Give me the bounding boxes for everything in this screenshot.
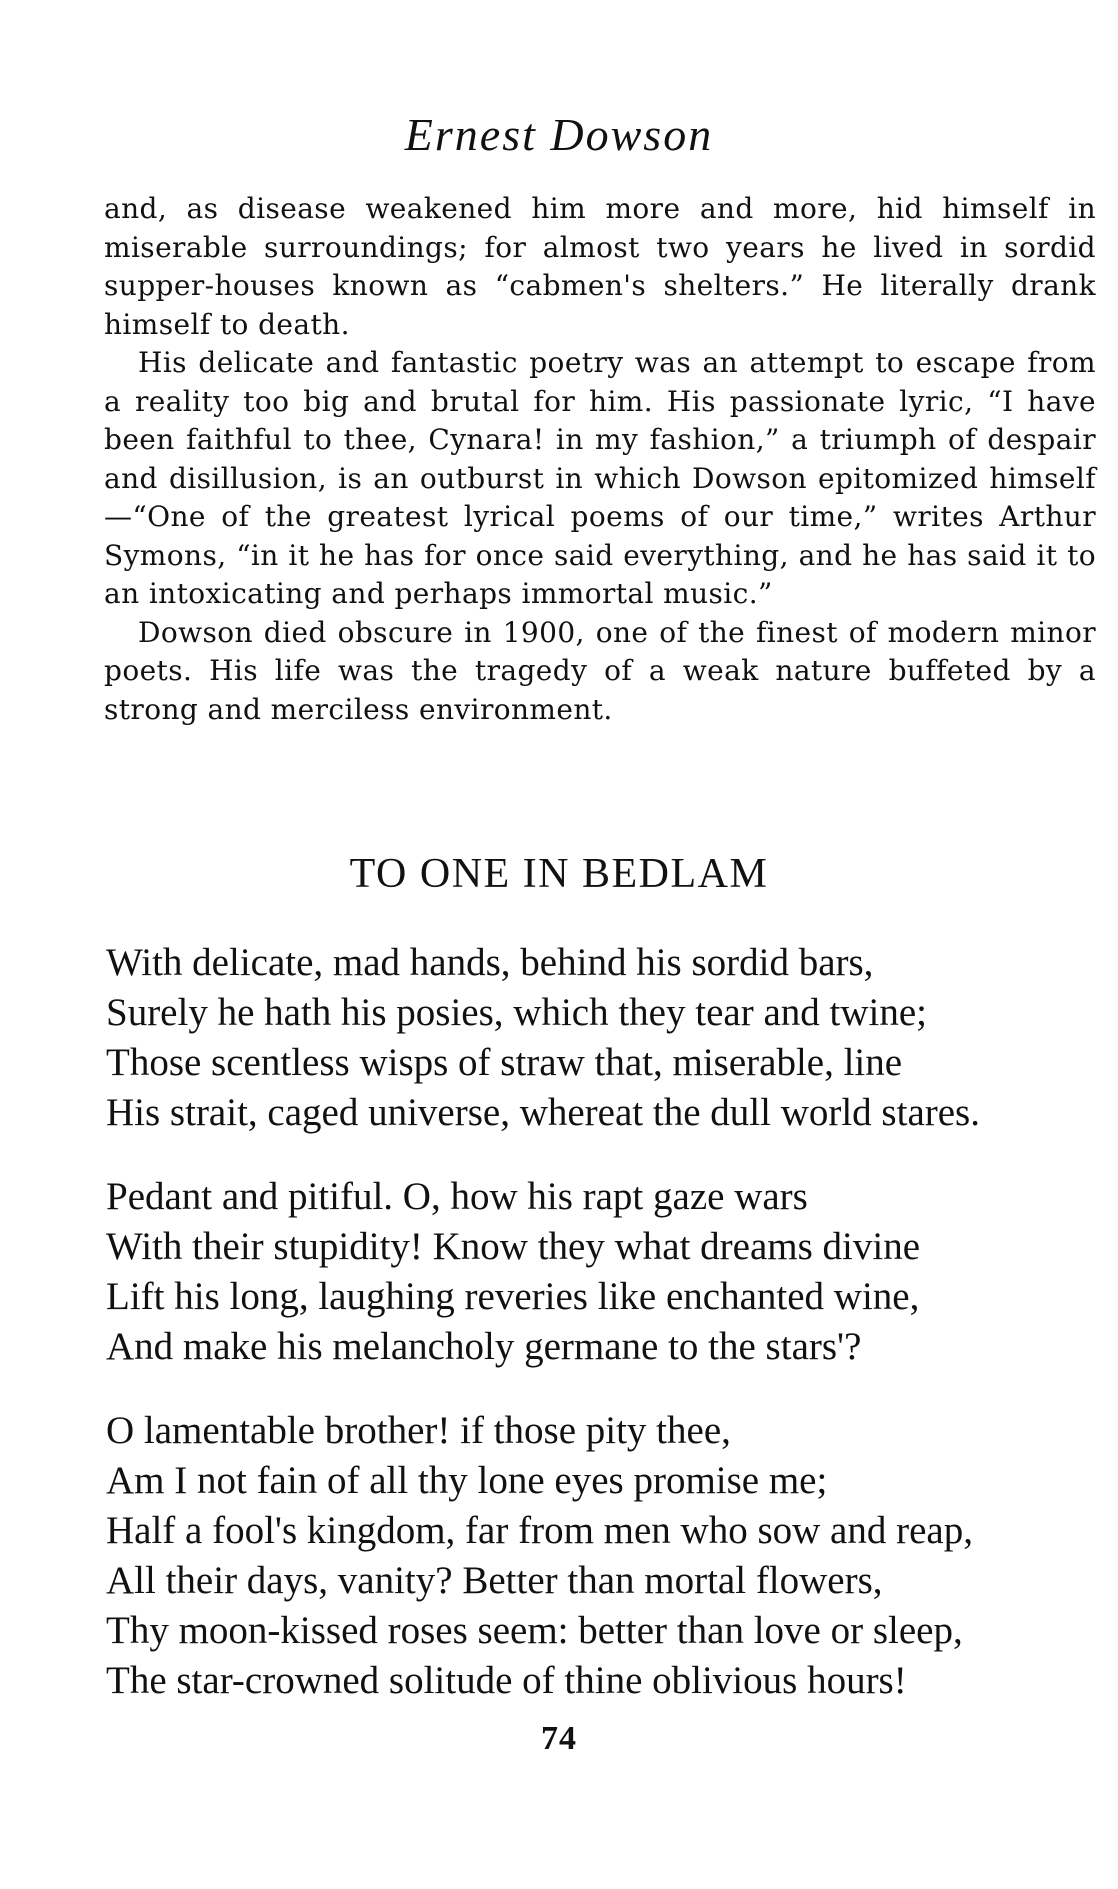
poem-line: O lamentable brother! if those pity thee, [106,1409,731,1452]
poem-line: Half a fool's kingdom, far from men who sow and reap, [106,1509,973,1552]
biography-text [104,190,1096,729]
bio-paragraph: Dowson died obscure in 1900, one of the finest of modern minor poets. His life was the tragedy of a weak nature buffeted by a strong and merciless environment. [104,615,1096,726]
poem-line: The star-crowned solitude of thine oblivious hours! [106,1659,907,1702]
poem-line: His strait, caged universe, whereat the dull world stares. [106,1091,980,1134]
poem-line: Lift his long, laughing reveries like enchanted wine, [106,1275,920,1318]
poem-line: With their stupidity! Know they what dreams divine [106,1225,921,1268]
poem-line: Surely he hath his posies, which they tear and twine; [106,991,927,1034]
poem-line: Pedant and pitiful. O, how his rapt gaze wars [106,1175,808,1218]
poem-line: And make his melancholy germane to the stars'? [106,1325,862,1368]
page-number: 74 [541,1720,577,1757]
poem-stanza [106,1406,1106,1706]
poem-line: With delicate, mad hands, behind his sordid bars, [106,941,874,984]
poem-line: Am I not fain of all thy lone eyes promise me; [106,1459,828,1502]
poem-stanza [106,938,1106,1138]
poem-line: Thy moon-kissed roses seem: better than love or sleep, [106,1609,963,1652]
poem-line: All their days, vanity? Better than mortal flowers, [106,1559,883,1602]
poem-stanza [106,1172,1106,1372]
poem-line: Those scentless wisps of straw that, miserable, line [106,1041,903,1084]
bio-paragraph: His delicate and fantastic poetry was an attempt to escape from a reality too big and brutal for him. His passionate lyric, “I have been faithful to thee, Cynara! in my fashion,” a triumph of despair and disillusion, is an outburst in which Dowson epitomized himself—“One of the greatest lyrical poems of our time,” writes Arthur Symons, “in it he has for once said everything, and he has said it to an intoxicating and perhaps immortal music.” [104,346,1096,610]
poem-body [106,938,1106,1740]
running-head: Ernest Dowson [404,109,714,160]
bio-paragraph: and, as disease weakened him more and more, hid himself in miserable surroundings; for almost two years he lived in sordid supper-houses known as “cabmen's shelters.” He literally drank himself to death. [104,192,1096,341]
poem-title: TO ONE IN BEDLAM [349,851,769,897]
